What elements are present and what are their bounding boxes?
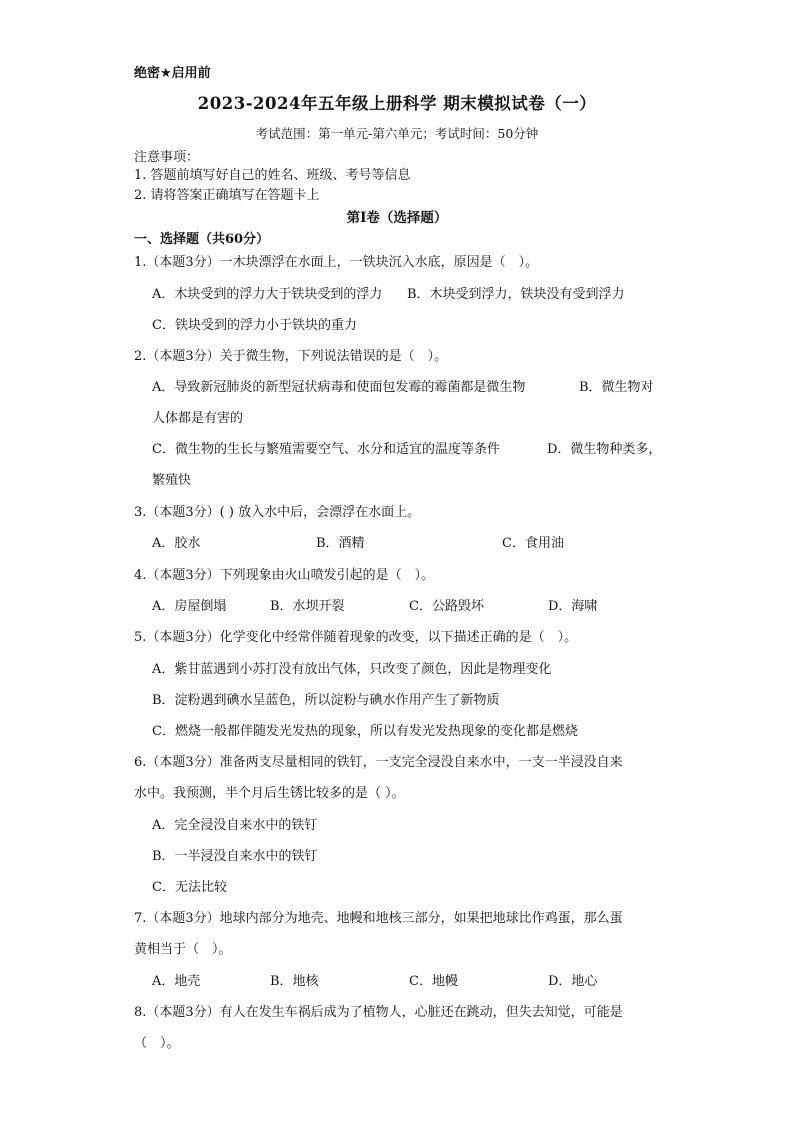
q3-options	[152, 528, 672, 559]
q5-option-c: C．燃烧一般都伴随发光发热的现象，所以有发光发热现象的变化都是燃烧	[152, 724, 578, 739]
q7-option-d: D．地心	[548, 974, 598, 989]
q5-option-a: A．紫甘蓝遇到小苏打没有放出气体，只改变了颜色，因此是物理变化	[152, 662, 552, 677]
question-8-stem-line-2: （ ）。	[134, 1036, 180, 1051]
notes-list	[134, 166, 411, 206]
q6-option-b: B．一半浸没自来水中的铁钉	[152, 849, 318, 864]
question-7-stem-line-2: 黄相当于（ ）。	[134, 942, 232, 957]
question-5-stem: 5.（本题3分）化学变化中经常伴随着现象的改变，以下描述正确的是（ ）。	[134, 630, 578, 645]
q7-options	[152, 966, 672, 997]
confidential-mark: 绝密★启用前	[134, 66, 211, 81]
section-title: 一、选择题（共60分）	[134, 232, 270, 247]
question-6-stem-line-2: 水中。我预测，半个月后生锈比较多的是（ ）。	[134, 786, 405, 801]
q7-option-b: B．地核	[270, 974, 319, 989]
question-4-stem: 4.（本题3分）下列现象由火山喷发引起的是（ ）。	[134, 568, 435, 583]
q6-option-c: C．无法比较	[152, 880, 227, 895]
exam-title: 2023-2024年五年级上册科学 期末模拟试卷（一）	[197, 94, 597, 113]
q2-option-d: D．微生物种类多，	[547, 442, 662, 457]
q2-option-b-cont: 人体都是有害的	[152, 411, 244, 426]
q3-option-c: C．食用油	[502, 536, 564, 551]
question-2-stem: 2.（本题3分）关于微生物，下列说法错误的是（ ）。	[134, 349, 448, 364]
question-8-stem-line-1: 8.（本题3分）有人在发生车祸后成为了植物人，心脏还在跳动，但失去知觉，可能是	[134, 1005, 623, 1020]
q4-option-b: B．水坝开裂	[270, 599, 345, 614]
q2-option-c: C．微生物的生长与繁殖需要空气、水分和适宜的温度等条件	[152, 442, 500, 457]
part-title: 第I卷（选择题）	[346, 210, 448, 226]
q4-option-c: C．公路毁坏	[409, 599, 484, 614]
q5-option-b: B．淀粉遇到碘水呈蓝色，所以淀粉与碘水作用产生了新物质	[152, 693, 500, 708]
q2-option-a: A．导致新冠肺炎的新型冠状病毒和使面包发霉的霉菌都是微生物	[152, 380, 526, 395]
q3-option-b: B．酒精	[316, 536, 365, 551]
q2-option-b: B．微生物对	[579, 380, 654, 395]
q1-option-a: A．木块受到的浮力大于铁块受到的浮力	[152, 287, 383, 302]
question-1-stem: 1.（本题3分）一木块漂浮在水面上，一铁块沉入水底，原因是（ ）。	[134, 255, 539, 270]
note-item: 1. 答题前填写好自己的姓名、班级、考号等信息	[134, 168, 411, 183]
exam-range: 考试范围：第一单元-第六单元；考试时间：50分钟	[255, 126, 539, 141]
q3-option-a: A．胶水	[152, 536, 201, 551]
q7-option-a: A．地壳	[152, 974, 201, 989]
question-6-stem-line-1: 6.（本题3分）准备两支尽量相同的铁钉，一支完全浸没自来水中，一支一半浸没自来	[134, 755, 623, 770]
q4-option-a: A．房屋倒塌	[152, 599, 227, 614]
question-3-stem: 3.（本题3分）( ) 放入水中后，会漂浮在水面上。	[134, 505, 421, 520]
q4-option-d: D．海啸	[548, 599, 598, 614]
q1-option-b: B．木块受到浮力，铁块没有受到浮力	[407, 287, 625, 302]
question-7-stem-line-1: 7.（本题3分）地球内部分为地壳、地幔和地核三部分，如果把地球比作鸡蛋，那么蛋	[134, 911, 623, 926]
q6-option-a: A．完全浸没自来水中的铁钉	[152, 818, 318, 833]
q4-options	[152, 591, 672, 622]
q7-option-c: C．地幔	[409, 974, 458, 989]
q2-option-d-cont: 繁殖快	[152, 473, 192, 488]
q1-option-c: C．铁块受到的浮力小于铁块的重力	[152, 318, 357, 333]
notes-heading: 注意事项：	[134, 150, 200, 165]
note-item: 2. 请将答案正确填写在答题卡上	[134, 188, 320, 203]
